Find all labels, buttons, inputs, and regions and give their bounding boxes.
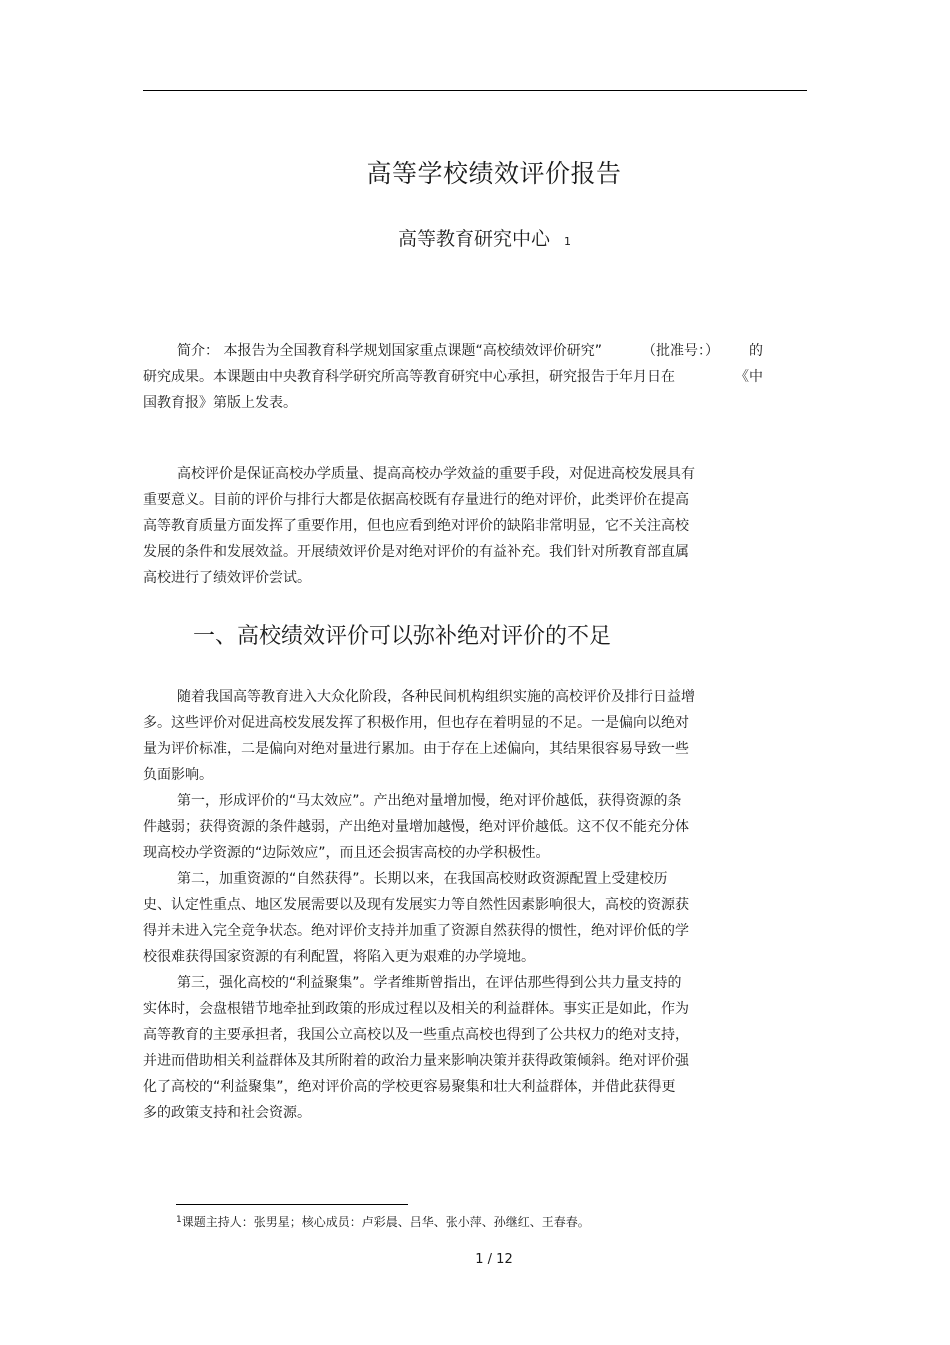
body-line: 第二，加重资源的“自然获得”。长期以来，在我国高校财政资源配置上受建校历	[177, 871, 668, 887]
body-line: 并进而借助相关利益群体及其所附着的政治力量来影响决策并获得政策倾斜。绝对评价强	[143, 1053, 689, 1069]
document-title: 高等学校绩效评价报告	[366, 159, 622, 188]
author-name: 高等教育研究中心	[398, 228, 551, 250]
body-line: 得并未进入完全竞争状态。绝对评价支持并加重了资源自然获得的惯性，绝对评价低的学	[143, 923, 689, 939]
body-line: 第三，强化高校的“利益聚集”。学者维斯曾指出，在评估那些得到公共力量支持的	[177, 975, 682, 991]
body-line: 史、认定性重点、地区发展需要以及现有发展实力等自然性因素影响很大，高校的资源获	[143, 897, 689, 913]
intro-paragraph	[143, 461, 733, 591]
body-line: 多的政策支持和社会资源。	[143, 1105, 311, 1121]
intro-line: 发展的条件和发展效益。开展绩效评价是对绝对评价的有益补充。我们针对所教育部直属	[143, 544, 689, 560]
page-number: 1 / 12	[475, 1252, 513, 1267]
abstract-line: 简介： 本报告为全国教育科学规划国家重点课题“高校绩效评价研究” （批准号：） 的	[177, 343, 763, 359]
body-line: 第一，形成评价的“马太效应”。产出绝对量增加慢，绝对评价越低，获得资源的条	[177, 793, 682, 809]
author-line	[398, 225, 571, 256]
header-rule	[143, 90, 807, 91]
body-line: 现高校办学资源的“边际效应”，而且还会损害高校的办学积极性。	[143, 845, 550, 861]
intro-line: 高校进行了绩效评价尝试。	[143, 570, 311, 586]
section-heading: 一、高校绩效评价可以弥补绝对评价的不足	[193, 624, 612, 649]
intro-line: 高校评价是保证高校办学质量、提高高校办学效益的重要手段，对促进高校发展具有	[177, 466, 695, 482]
body-line: 校很难获得国家资源的有利配置，将陷入更为艰难的办学境地。	[143, 949, 535, 965]
body-line: 件越弱；获得资源的条件越弱，产出绝对量增加越慢，绝对评价越低。这不仅不能充分体	[143, 819, 689, 835]
abstract-paragraph	[143, 338, 807, 416]
body-line: 负面影响。	[143, 767, 213, 783]
abstract-line: 国教育报》第版上发表。	[143, 395, 297, 411]
body-line: 随着我国高等教育进入大众化阶段，各种民间机构组织实施的高校评价及排行日益增	[177, 689, 695, 705]
author-footnote-mark[interactable]: 1	[564, 235, 572, 248]
body-line: 化了高校的“利益聚集”，绝对评价高的学校更容易聚集和壮大利益群体，并借此获得更	[143, 1079, 676, 1095]
body-line: 实体时，会盘根错节地牵扯到政策的形成过程以及相关的利益群体。事实正是如此，作为	[143, 1001, 689, 1017]
abstract-line: 研究成果。本课题由中央教育科学研究所高等教育研究中心承担，研究报告于年月日在 《中	[143, 369, 763, 385]
intro-line: 高等教育质量方面发挥了重要作用，但也应看到绝对评价的缺陷非常明显，它不关注高校	[143, 518, 689, 534]
body-line: 高等教育的主要承担者，我国公立高校以及一些重点高校也得到了公共权力的绝对支持，	[143, 1027, 689, 1043]
footnote	[176, 1209, 590, 1233]
footnote-mark: 1	[176, 1215, 182, 1225]
footnote-divider	[176, 1204, 408, 1205]
intro-line: 重要意义。目前的评价与排行大都是依据高校既有存量进行的绝对评价，此类评价在提高	[143, 492, 689, 508]
body-line: 量为评价标准，二是偏向对绝对量进行累加。由于存在上述偏向，其结果很容易导致一些	[143, 741, 689, 757]
footnote-text: 课题主持人：张男星；核心成员：卢彩晨、吕华、张小萍、孙继红、王春春。	[181, 1215, 590, 1229]
body-line: 多。这些评价对促进高校发展发挥了积极作用，但也存在着明显的不足。一是偏向以绝对	[143, 715, 689, 731]
section-body	[143, 684, 733, 1126]
